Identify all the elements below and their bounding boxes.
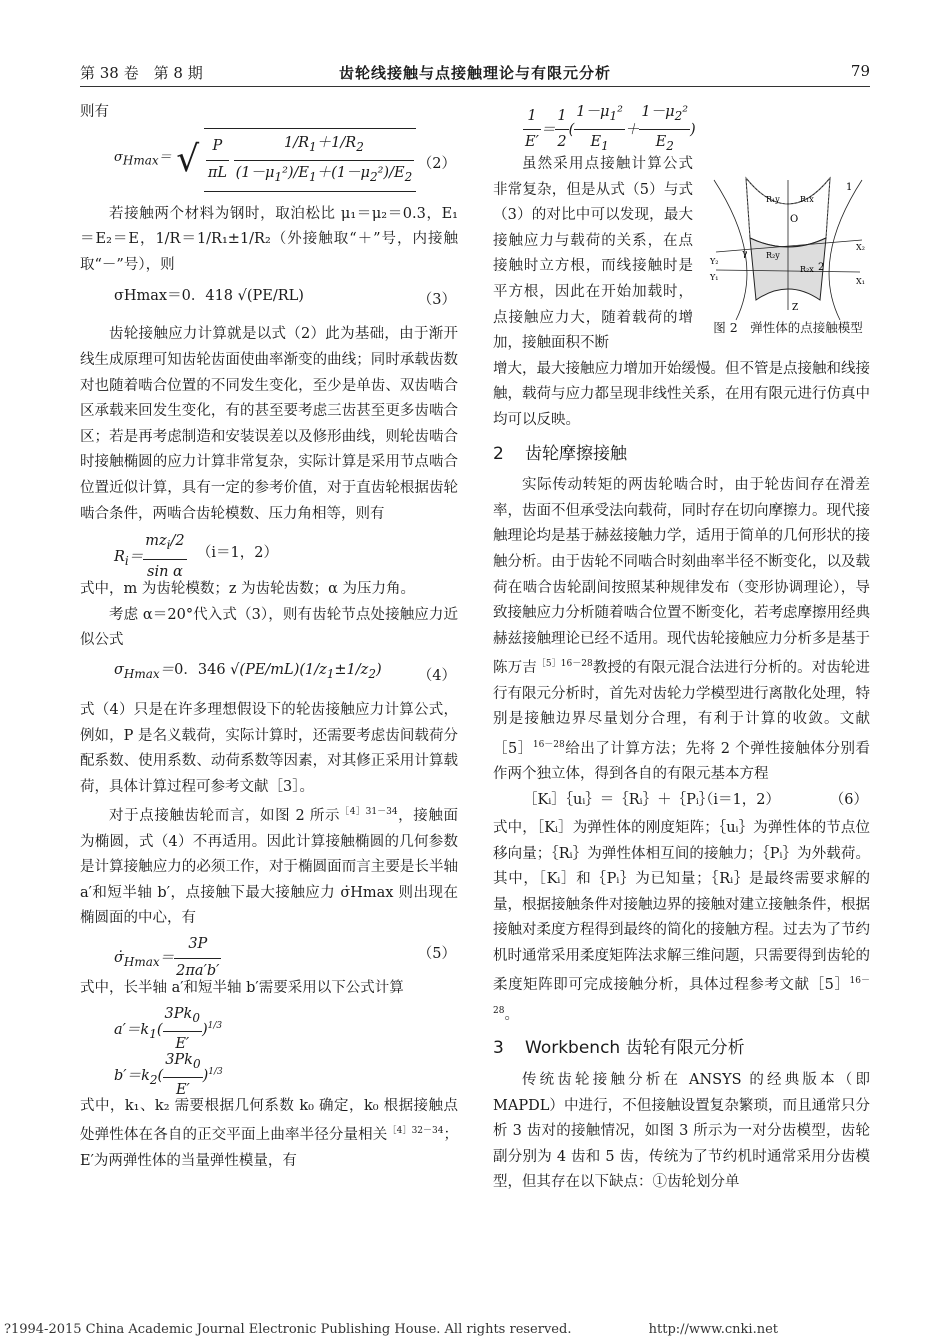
citation[interactable]: ［4］32－34 — [387, 1126, 444, 1137]
figure-label: Y₂ — [710, 257, 719, 266]
figure-label: γ — [742, 249, 748, 259]
site-link[interactable]: http://www.cnki.net — [648, 1322, 778, 1337]
equation-3 — [80, 278, 458, 322]
running-title: 齿轮线接触与点接触理论与有限元分析 — [338, 64, 611, 82]
citation[interactable]: 16－28 — [532, 739, 565, 750]
citation[interactable]: ［4］31－34 — [340, 807, 398, 818]
citation[interactable]: ［5］16－28 — [536, 659, 593, 670]
figure-label: Y₁ — [710, 273, 719, 282]
paragraph: 式中，k₁、k₂ 需要根据几何系数 k₀ 确定，k₀ 根据接触点处弹性体在各自的正交平面上曲率半径分量相关$^{[4]32-34}$；E′为两弹性体的当量弹性模量，有 — [80, 1097, 458, 1169]
equation-number: （2） — [417, 155, 456, 172]
equation-e-prime: $\frac{1}{E'}$ ＝ $\frac{1}{2}$ ( $\frac{1-\mu_1^2}{E_1}$ ＋ $\frac{1-\mu_2^2}{E_2}$ ) — [493, 100, 870, 152]
paragraph: 式中，m 为齿轮模数；z 为齿轮齿数；α 为压力角。 — [80, 581, 416, 598]
equation-4: $\sigma_{Hmax}=0$．346 $√(PE/mL)(1/z_1\pm 1/z_2)$ （4） — [80, 654, 458, 698]
paragraph: 式中，［Kᵢ］为弹性体的刚度矩阵；｛uᵢ｝为弹性体的节点位移向量；｛Rᵢ｝为弹性体相互间的接触力；｛Pᵢ｝为外载荷。其中，［Kᵢ］和｛Pᵢ｝为已知量；｛Rᵢ｝是最终需要求解的量，根据接触条件对接触边界的接触对建立接触条件，根据接触对柔度方程得到最终的简化的接触方程。过去为了节约机时通常采用柔度矩阵法求解三维问题，只需要得到齿轮的柔度矩阵即可完成接触分析，具体过程参考文献［5］$^{16-28}$。 — [493, 819, 870, 1023]
paragraph: 若接触两个材料为钢时，取泊松比 μ₁＝μ₂＝0.3，E₁＝E₂＝E，1/R＝1/R₁±1/R₂（外接触取“＋”号，内接触取“－”号），则 — [80, 205, 458, 273]
paragraph: 式中，长半轴 a′和短半轴 b′需要采用以下公式计算 — [80, 980, 404, 997]
figure-caption: 图 2 弹性体的点接触模型 — [713, 320, 863, 335]
equation-number: （4） — [417, 667, 456, 684]
figure-label: R₁y — [766, 195, 780, 204]
figure-label: 2 — [818, 262, 825, 273]
paragraph: 实际传动转矩的两齿轮啮合时，由于轮齿间存在滑差率，齿面不但承受法向载荷，同时存在切向摩擦力。现代接触理论均是基于赫兹接触力学，适用于简单的几何形状的接触分析。由于齿轮不同啮合时刻曲率半径不断变化，以及载荷在啮合齿轮副间按照某种规律发布（变形协调理论），导致接触应力分析随着啮合位置不断变化，若考虑摩擦用经典赫兹接触理论已经不适用。现代齿轮接触应力分析多是基于陈万吉$^{[5]16-28}$教授的有限元混合法进行分析的。对齿轮进行有限元分析时，首先对齿轮力学模型进行离散化处理，特别是接触边界尽量划分合理，有利于计算的收敛。文献［5］$^{16-28}$给出了计算方法；先将 2 个弹性接触体分别看作两个独立体，得到各自的有限元基本方程 — [493, 477, 871, 783]
equation-condition: （i＝1，2） — [698, 791, 780, 808]
copyright: ?1994-2015 China Academic Journal Electronic Publishing House. All rights reserved. — [4, 1322, 572, 1337]
citation[interactable]: 16－28 — [493, 976, 870, 1016]
running-header — [80, 58, 870, 87]
section-heading: 2 齿轮摩擦接触 — [493, 443, 627, 464]
volume-issue: 第 38 卷 第 8 期 — [80, 64, 203, 82]
paragraph: 传统齿轮接触分析在 ANSYS 的经典版本（即 MAPDL）中进行，不但接触设置复杂繁琐，而且通常只分析 3 齿对的接触情况，如图 3 所示为一对分齿模型，齿轮副分别为 4 齿和 5 齿，传统为了节约机时通常采用分齿模型，但其存在以下缺点：①齿轮划分单 — [493, 1071, 870, 1191]
equation-number: （3） — [417, 292, 456, 309]
figure-label: X₂ — [856, 243, 865, 252]
equation-text: σHmax＝0．418 √(PE/RL) — [114, 288, 304, 305]
figure-label: Z — [792, 303, 799, 313]
equation-ri: $R_i=$ $\frac{mz_i/2}{\text{sin α}}$ （i＝1，2） — [80, 527, 458, 577]
paragraph: 式（4）只是在许多理想假设下的轮齿接触应力计算公式，例如，P 是名义载荷，实际计算时，还需要考虑齿间载荷分配系数、使用系数、动荷系数等因素，对其修正采用计算载荷，具体计算过程可参考文献［3］。 — [80, 701, 458, 795]
left-column — [80, 100, 458, 1174]
figure-label: R₁x — [800, 195, 814, 204]
paragraph: 对于点接触齿轮而言，如图 2 所示$^{[4]31-34}$，接触面为椭圆，式（4）不再适用。因此计算接触椭圆的几何参数是计算接触应力的必须工作，对于椭圆面而言主要是长半轴 a′和短半轴 b′，点接触下最大接触应力 σ̇Hmax 则出现在椭圆面的中心，有 — [80, 807, 458, 927]
equation-6: ［Kᵢ］｛uᵢ｝＝｛Rᵢ｝＋｛Pᵢ｝ （i＝1，2） （6） — [493, 788, 870, 816]
figure-label: O — [790, 214, 799, 225]
section-heading: 3 Workbench 齿轮有限元分析 — [493, 1038, 745, 1059]
figure-label: X₁ — [856, 277, 865, 286]
equation-5: $\sigmȧ_{Hmax}=$ $\frac{3P}{2\pi a'b'}$ （5） — [80, 932, 458, 976]
paragraph: 考虑 α＝20°代入式（3），则有齿轮节点处接触应力近似公式 — [80, 606, 458, 649]
equation-number: （5） — [417, 946, 456, 963]
equation-b: $b'=k_2$( $\frac{3Pk_0}{E'}$ )$^{1/3}$ — [80, 1048, 458, 1094]
equation-number: （6） — [829, 791, 868, 808]
figure-label: 1 — [846, 182, 853, 193]
paragraph: 虽然采用点接触计算公式非常复杂，但是从式（5）与式（3）的对比中可以发现，最大接触应力与载荷的关系，在点接触时立方根，而线接触时是平方根，因此在开始加载时，点接触应力大，随着载荷的增加，接触面积不断 — [493, 156, 693, 352]
equation-a: $a'=k_1$( $\frac{3Pk_0}{E'}$ )$^{1/3}$ — [80, 1002, 458, 1048]
figure-label: R₂x — [800, 265, 814, 274]
equation-condition: （i＝1，2） — [196, 545, 278, 562]
equation-2: $\sigma_{Hmax}=$ √ $\frac{P}{\pi L}$ $\frac{1/R_1+1/R_2}{(1-\mu_1^2)/E_1+(1-\mu_2^2)/E_2}$ （2） — [80, 126, 458, 202]
paragraph: 齿轮接触应力计算就是以式（2）此为基础，由于渐开线生成原理可知齿轮齿面使曲率渐变的曲线；同时承载齿数对也随着啮合位置的不同发生变化，至少是单齿、双齿啮合区承载来回发生变化，有的甚至要考虑三齿甚至更多齿啮合区；若是再考虑制造和安装误差以及修形曲线，则轮齿啮合时接触椭圆的应力计算非常复杂，实际计算是采用节点啮合位置近似计算，具有一定的参考价值，对于直齿轮根据齿轮啮合条件，两啮合齿轮模数、压力角相等，则有 — [80, 326, 458, 522]
figure-label: R₂y — [766, 251, 780, 260]
paragraph: 增大，最大接触应力增加开始缓慢。但不管是点接触和线接触，载荷与应力都呈现非线性关系，在用有限元进行仿真中均可以反映。 — [493, 360, 870, 428]
page-number: 79 — [850, 62, 870, 80]
paragraph: 则有 — [80, 104, 109, 120]
